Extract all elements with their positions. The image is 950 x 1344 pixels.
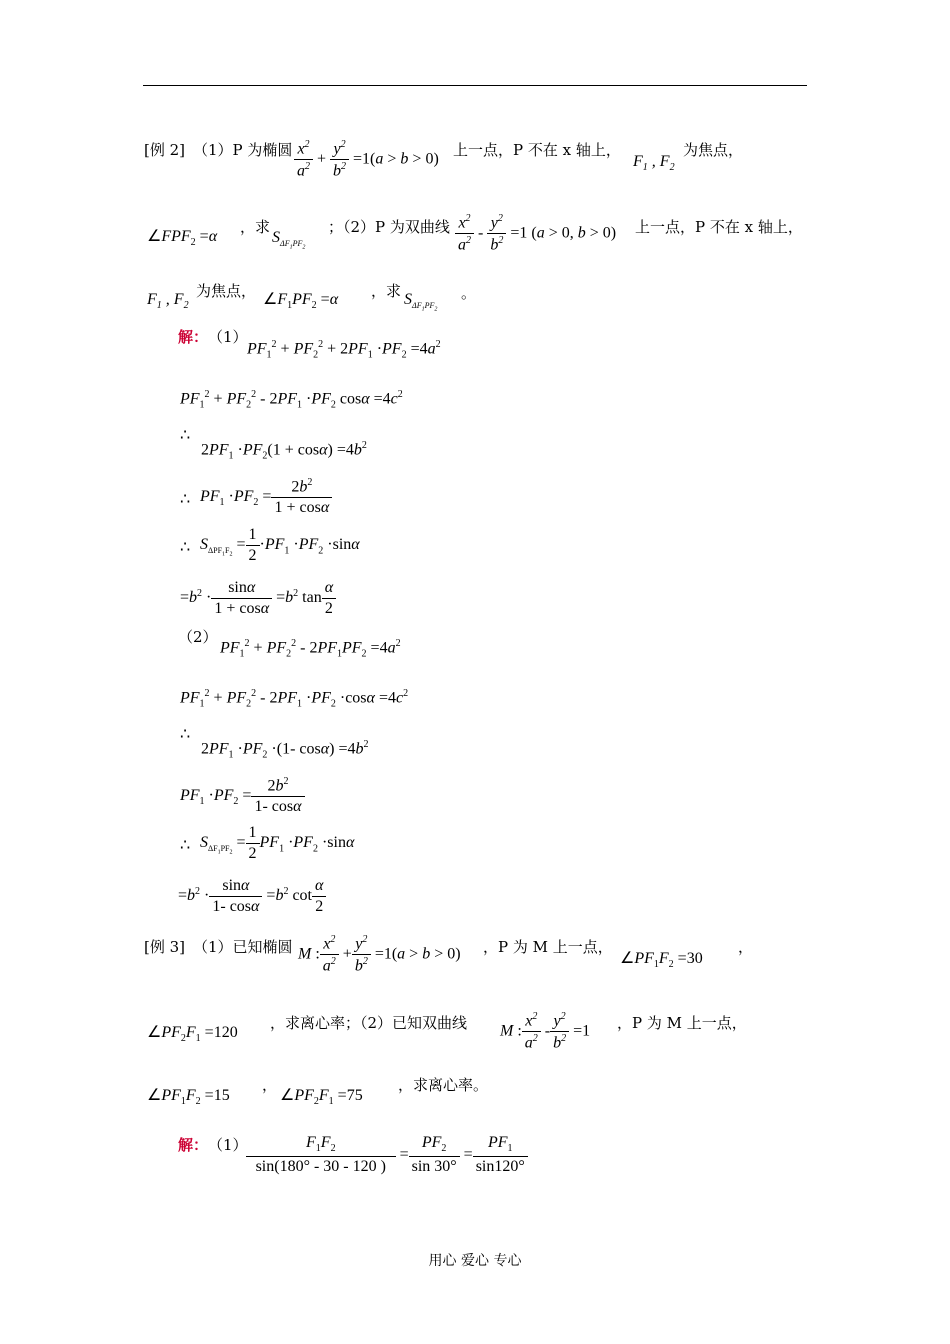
area-symbol-2: $S_{\Delta F_1PF_2}$: [404, 291, 438, 313]
equation-line-6: $=b^2$ · $\frac{\sin\alpha}{1 + \cos\alpha}$ $=b^2$ tan $\frac{\alpha}{2}$: [180, 580, 336, 617]
area-symbol: $S_{\Delta F_1PF_2}$: [272, 229, 306, 251]
therefore-4: ∴: [180, 726, 191, 743]
example-3-text-2: ，P 为 M 上一点，: [483, 938, 613, 956]
example-2-text-8: ，求: [371, 282, 402, 300]
angle-pf2f1-120: $\angle PF_2F_1 =120$: [147, 1024, 238, 1045]
solution-part-1: （1）: [208, 328, 248, 346]
example-2-text-5: ；（2）P 为双曲线: [328, 218, 450, 236]
ellipse-equation: $\frac{x^2}{a^2}$ + $\frac{y^2}{b^2}$ =1(a > b > 0): [294, 140, 439, 180]
angle-pf1f2-30: $\angle PF_1F_2 =30$: [620, 950, 703, 971]
equation-line-8: $PF_1^2 + PF_2^2 - 2PF_1 \cdot PF_2 \cdot\cos\alpha =4c^2$: [180, 688, 409, 710]
angle-pf2f1-75: $\angle PF_2F_1 =75$: [280, 1087, 363, 1108]
example-3-comma-2: ，: [262, 1076, 278, 1094]
header-rule: [143, 85, 807, 86]
therefore-5: ∴: [180, 837, 191, 854]
therefore-2: ∴: [180, 491, 191, 508]
equation-line-1: $PF_1^2 + PF_2^2 + 2PF_1 \cdot PF_2 =4a^2$: [247, 339, 441, 361]
equation-line-2: $PF_1^2 + PF_2^2 - 2PF_1 \cdot PF_2$ $\cos\alpha =4c^2$: [180, 389, 403, 411]
equation-line-10: $PF_1 \cdot PF_2$ = $\frac{2b^2}{1- \cos\alpha}$: [180, 777, 305, 815]
example-2-label: [例 2]: [144, 141, 186, 159]
foci-label-2: $F_1$ , $F_2$: [147, 291, 189, 312]
example-3-label: [例 3]: [144, 938, 186, 956]
example-2-text-2: 上一点，P 不在 x 轴上，: [453, 141, 621, 159]
angle-pf1f2-15: $\angle PF_1F_2 =15$: [147, 1087, 230, 1108]
example-2-text-6: 上一点，P 不在 x 轴上，: [635, 218, 803, 236]
example-2-text-3: 为焦点，: [683, 141, 744, 159]
solution-label: 解：: [178, 328, 209, 346]
example-2-text-9: 。: [461, 284, 477, 302]
equation-line-4: $PF_1 \cdot PF_2$ = $\frac{2b^2}{1 + \cos\alpha}$: [200, 478, 332, 516]
example-3-text-4: ，P 为 M 上一点，: [617, 1014, 747, 1032]
equation-line-3: $2PF_1 \cdot PF_2(1 + \cos\alpha) =4b^2$: [201, 440, 367, 462]
example-2-text-7: 为焦点，: [196, 282, 257, 300]
hyperbola-equation: $\frac{x^2}{a^2}$ - $\frac{y^2}{b^2}$ =1 (a > 0, b > 0): [455, 214, 616, 254]
equation-line-7: $PF_1^2 + PF_2^2 - 2PF_1PF_2 =4a^2$: [220, 638, 401, 660]
equation-line-12: $=b^2$ · $\frac{\sin\alpha}{1- \cos\alpha}$ $=b^2$ cot $\frac{\alpha}{2}$: [178, 878, 326, 915]
example-3-comma: ，: [738, 938, 754, 956]
ellipse-equation-m: M : $\frac{x^2}{a^2}$ + $\frac{y^2}{b^2}$ =1(a > b > 0): [298, 934, 461, 975]
solution-part-2: （2）: [178, 628, 218, 646]
example-3-text-3: ，求离心率；（2）已知双曲线: [270, 1014, 468, 1032]
angle-fpf2: $\angle FPF_2 =\alpha$: [147, 228, 218, 249]
example-3-text-5: ，求离心率。: [398, 1076, 489, 1094]
example-2-text-4: ，求: [240, 218, 271, 236]
law-of-sines-equation: $\frac{F_1F_2}{\sin(180^\circ - 30 - 120 )}$ = $\frac{PF_2}{\sin 30^\circ}$ = $\frac{PF_1}{\sin 120^\circ}$: [246, 1135, 528, 1175]
equation-line-5: $S_{\Delta PF_1F_2}$ = $\frac{1}{2}$ $\cdot PF_1 \cdot PF_2 \cdot\sin\alpha$: [200, 526, 360, 564]
hyperbola-equation-m: M : $\frac{x^2}{a^2}$ - $\frac{y^2}{b^2}$ =1: [500, 1011, 591, 1052]
solution-3-part-1: （1）: [208, 1136, 248, 1154]
solution-3-label: 解：: [178, 1136, 209, 1154]
equation-line-9: $2PF_1 \cdot PF_2 \cdot(1-$ $\cos\alpha) =4b^2$: [201, 739, 369, 761]
therefore-3: ∴: [180, 539, 191, 556]
example-2-text-1: （1）P 为椭圆: [193, 141, 293, 159]
foci-label: $F_1$ , $F_2$: [633, 153, 675, 174]
angle-f1pf2: $\angle F_1PF_2 =\alpha$: [263, 291, 339, 312]
equation-line-11: $S_{\Delta F_1PF_2}$ = $\frac{1}{2}$ $PF_1 \cdot PF_2 \cdot\sin\alpha$: [200, 824, 355, 862]
page-footer: 用心 爱心 专心: [428, 1253, 522, 1269]
example-3-text-1: （1）已知椭圆: [193, 938, 293, 956]
therefore-1: ∴: [180, 427, 191, 444]
